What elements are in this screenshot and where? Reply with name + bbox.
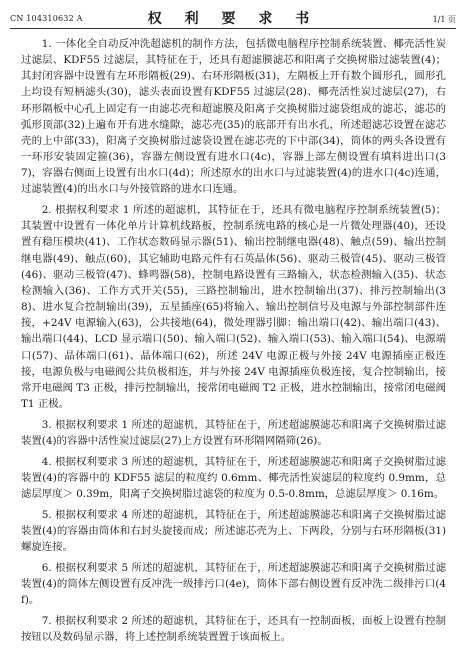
claims-body — [21, 36, 446, 650]
publication-number: CN 104310632 A — [10, 14, 83, 23]
claim-6: 6. 根据权利要求 5 所述的超滤机，其特征在于，所述超滤膜滤芯和阳离子交换树脂过滤装置(4)的筒体左侧设置有反冲洗一级排污口(4e)，筒体下部右侧设置有反冲洗二级排污口(4f)。 — [21, 561, 446, 607]
claim-7: 7. 根据权利要求 2 所述的超滤机，其特征在于，还具有一控制面板，面板上设置有控制按钮以及数码显示器，将上述控制系统装置置于该面板上。 — [21, 614, 446, 644]
claim-4: 4. 根据权利要求 3 所述的超滤机，其特征在于，所述超滤膜滤芯和阳离子交换树脂过滤装置(4)的容器中的 KDF55 滤层的粒度约 0.6mm、椰壳活性炭滤层的粒度约 0.9mm，总滤层厚度＞ 0.39m，阳离子交换树脂过滤袋的粒度为 0.5-0.8mm，总滤层厚度＞ 0.16m。 — [21, 455, 446, 500]
claim-5: 5. 根据权利要求 4 所述的超滤机，其特征在于，所述超滤膜滤芯和阳离子交换树脂过滤装置(4)的容器由筒体和右封头旋接而成；所述滤芯壳为上、下两段，分别与右环形隔板(31)螺旋连接。 — [21, 508, 446, 554]
claim-3: 3. 根据权利要求 1 所述的超滤机，其特征在于，所述超滤膜滤芯和阳离子交换树脂过滤装置(4)的容器中活性炭过滤层(27)上方设置有环形隔网隔筛(26)。 — [21, 418, 446, 447]
page-number: 1/1 页 — [432, 15, 456, 24]
claim-2: 2. 根据权利要求 1 所述的超滤机，其特征在于，还具有微电脑程序控制系统装置(5)；其装置中设置有一体化单片计算机线路板，控制系统电路的核心是一片微处理器(40)，还设置有稳压模块(41)、工作状态数码显示器(51)、输出控制继电器(48)、触点(59)、输出控制继电器(49)、触点(60)，其它辅助电路元件有石英晶体(56)、驱动三极管(45)、驱动三极管(46)、驱动三极管(47)、蜂鸣器(58)，控制电路设置有三路输入，状态检测输入(35)、状态检测输入(36)、工作方式开关(55)，三路控制输出，进水控制输出(37)、排污控制输出(38)、进水复合控制输出(39)，五星插座(65)将输入、输出控制信号及电源与外部控制部件连接，+24V 电源输入(63)，公共接地(64)，微处理器引脚：输出端口(42)、输出端口(43)、输出端口(44)、LCD 显示端口(50)、输入端口(52)、输入端口(53)、输入端口(54)、电源端口(57)、晶体端口(61)、晶体端口(62)，所述 24V 电源正极与外接 24V 电源插座正极连接，电源负极与电磁阀公共负极相连，并与外接 24V 电源插座负极连接，复合控制输出，接常开电磁阀 T3 正极，排污控制输出，接常闭电磁阀 T2 正极，进水控制输出，接常闭电磁阀 T1 正极。 — [21, 204, 446, 411]
page-header — [10, 6, 456, 30]
header-divider — [10, 28, 456, 29]
claim-1: 1. 一体化全自动反冲洗超滤机的制作方法，包括微电脑程序控制系统装置、椰壳活性炭过滤层、KDF55 过滤层，其特征在于，还具有超滤膜滤芯和阳离子交换树脂过滤装置(4)；其封闭容器中设置有左环形隔板(29)、右环形隔板(31)，左隔板上开有数个圆形孔，圆形孔上均设有短柄滤头(30)，滤头表面设置有KDF55 过滤层(28)、椰壳活性炭过滤层(27)，右环形隔板中心孔上固定有一由滤芯壳和超滤膜及阳离子交换树脂过滤袋组成的滤芯，滤芯的弧形顶部(32)上遍布开有进水缝隙，滤芯壳(35)的底部开有出水孔，所述超滤芯设置在滤芯壳的上中部(33)，阳离子交换树脂过滤袋设置在滤芯壳的下中部(34)，筒体的两头各设置有一环形安装固定箍(36)，容器左侧设置有进水口(4c)，容器上部左侧设置有填料进出口(37)，容器右侧面上设置有出水口(4d)；所述原水的出水口与过滤装置(4)的进水口(4c)连通，过滤装置(4)的出水口与外接管路的进水口连通。 — [21, 38, 446, 196]
document-title: 权 利 要 求 书 — [147, 11, 319, 27]
